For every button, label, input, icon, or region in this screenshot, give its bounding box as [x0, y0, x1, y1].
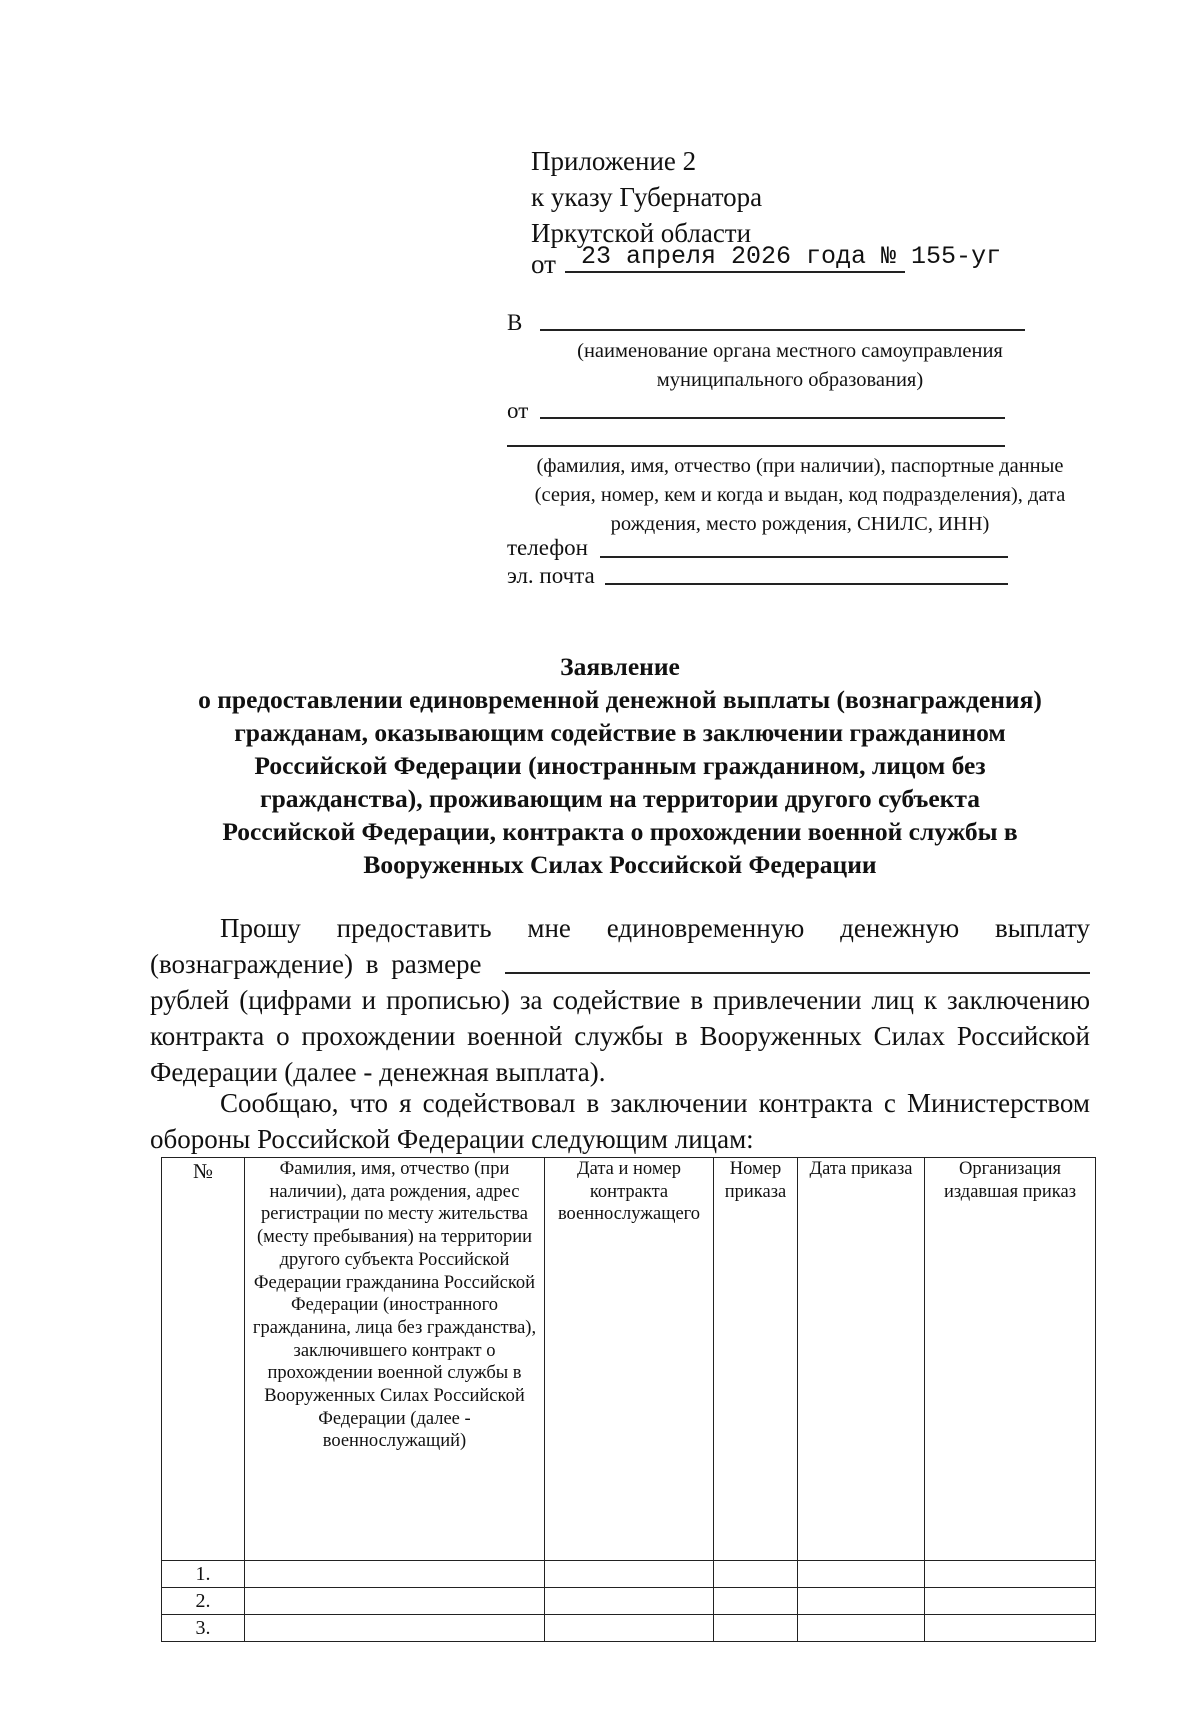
email-field-line[interactable]: [605, 583, 1008, 585]
table-row: [162, 1588, 1096, 1615]
request-line-1: [150, 910, 1090, 946]
table-cell[interactable]: [245, 1588, 545, 1615]
email-label: эл. почта: [507, 563, 595, 588]
appendix-date-row: [531, 247, 556, 281]
appendix-date-underline: [565, 271, 905, 273]
table-header-row: [162, 1158, 1096, 1561]
title-line-6: Российской Федерации, контракта о прохождении военной службы в: [222, 817, 1018, 846]
row-number: 1.: [162, 1561, 245, 1588]
title-line-3: гражданам, оказывающим содействие в заключении гражданином: [234, 718, 1006, 747]
appendix-date-value: 23 апреля 2026 года № 155-уг: [581, 242, 1002, 271]
from-field-line-2[interactable]: [507, 445, 1005, 447]
from-caption-2: (серия, номер, кем и когда и выдан, код подразделения), дата: [534, 484, 1066, 506]
appendix-line-2: к указу Губернатора: [531, 182, 763, 212]
title-line-4: Российской Федерации (иностранным гражданином, лицом без: [254, 751, 986, 780]
table-cell[interactable]: [925, 1561, 1096, 1588]
request-line-1-text: Прошу предоставить мне единовременную денежную выплату: [220, 913, 1090, 943]
to-prefix: В: [507, 310, 523, 335]
document-title: [120, 650, 1120, 881]
table-cell[interactable]: [925, 1615, 1096, 1642]
to-caption-1: (наименование органа местного самоуправления: [577, 340, 1003, 362]
appendix-block: [531, 143, 762, 251]
from-prefix: от: [507, 398, 529, 423]
amount-field-line[interactable]: [505, 972, 1090, 974]
table-cell[interactable]: [545, 1615, 714, 1642]
request-line-2-text: (вознаграждение) в размере: [150, 949, 482, 979]
title-line-2: о предоставлении единовременной денежной выплаты (вознаграждения): [198, 685, 1042, 714]
header-organization: Организация издавшая приказ: [925, 1158, 1096, 1561]
table-cell[interactable]: [798, 1588, 925, 1615]
appendix-line-3: Иркутской области: [531, 218, 752, 248]
phone-label: телефон: [507, 535, 588, 560]
request-paragraph-rest: рублей (цифрами и прописью) за содействие в привлечении лиц к заключению контракта о прохождении военной службы в Вооруженных Силах Российской Федерации (далее - денежная выплата).: [150, 985, 1090, 1087]
table-cell[interactable]: [798, 1561, 925, 1588]
table-cell[interactable]: [714, 1588, 798, 1615]
table-cell[interactable]: [545, 1588, 714, 1615]
from-caption-3: рождения, место рождения, СНИЛС, ИНН): [610, 513, 990, 535]
table-cell[interactable]: [714, 1561, 798, 1588]
header-number: №: [162, 1158, 245, 1561]
table-cell[interactable]: [798, 1615, 925, 1642]
table-row: [162, 1615, 1096, 1642]
assisted-persons-table: [161, 1157, 1096, 1642]
table-row: [162, 1561, 1096, 1588]
request-line-2: [150, 946, 1090, 982]
title-line-1: Заявление: [560, 652, 680, 681]
to-field-line[interactable]: [540, 329, 1025, 331]
table-cell[interactable]: [545, 1561, 714, 1588]
header-person: Фамилия, имя, отчество (при наличии), дата рождения, адрес регистрации по месту жительства (месту пребывания) на территории другого субъекта Российской Федерации гражданина Российской Федерации (иностранного гражданина, лица без гражданства), заключившего контракт о прохождении военной службы в Вооруженных Силах Российской Федерации (далее - военнослужащий): [245, 1158, 545, 1561]
header-order-number: Номер приказа: [714, 1158, 798, 1561]
to-caption-2: муниципального образования): [656, 369, 924, 391]
from-caption-1: (фамилия, имя, отчество (при наличии), паспортные данные: [536, 455, 1064, 477]
from-field-line-1[interactable]: [540, 417, 1005, 419]
row-number: 3.: [162, 1615, 245, 1642]
table-cell[interactable]: [245, 1561, 545, 1588]
header-contract: Дата и номер контракта военнослужащего: [545, 1158, 714, 1561]
table-cell[interactable]: [714, 1615, 798, 1642]
title-line-7: Вооруженных Силах Российской Федерации: [363, 850, 877, 879]
table-cell[interactable]: [925, 1588, 1096, 1615]
title-line-5: гражданства), проживающим на территории другого субъекта: [260, 784, 980, 813]
appendix-date-prefix: от: [531, 249, 556, 279]
row-number: 2.: [162, 1588, 245, 1615]
report-paragraph: Сообщаю, что я содействовал в заключении контракта с Министерством обороны Российской Федерации следующим лицам:: [150, 1088, 1090, 1154]
phone-field-line[interactable]: [600, 556, 1008, 558]
table-cell[interactable]: [245, 1615, 545, 1642]
appendix-line-1: Приложение 2: [531, 146, 697, 176]
header-order-date: Дата приказа: [798, 1158, 925, 1561]
